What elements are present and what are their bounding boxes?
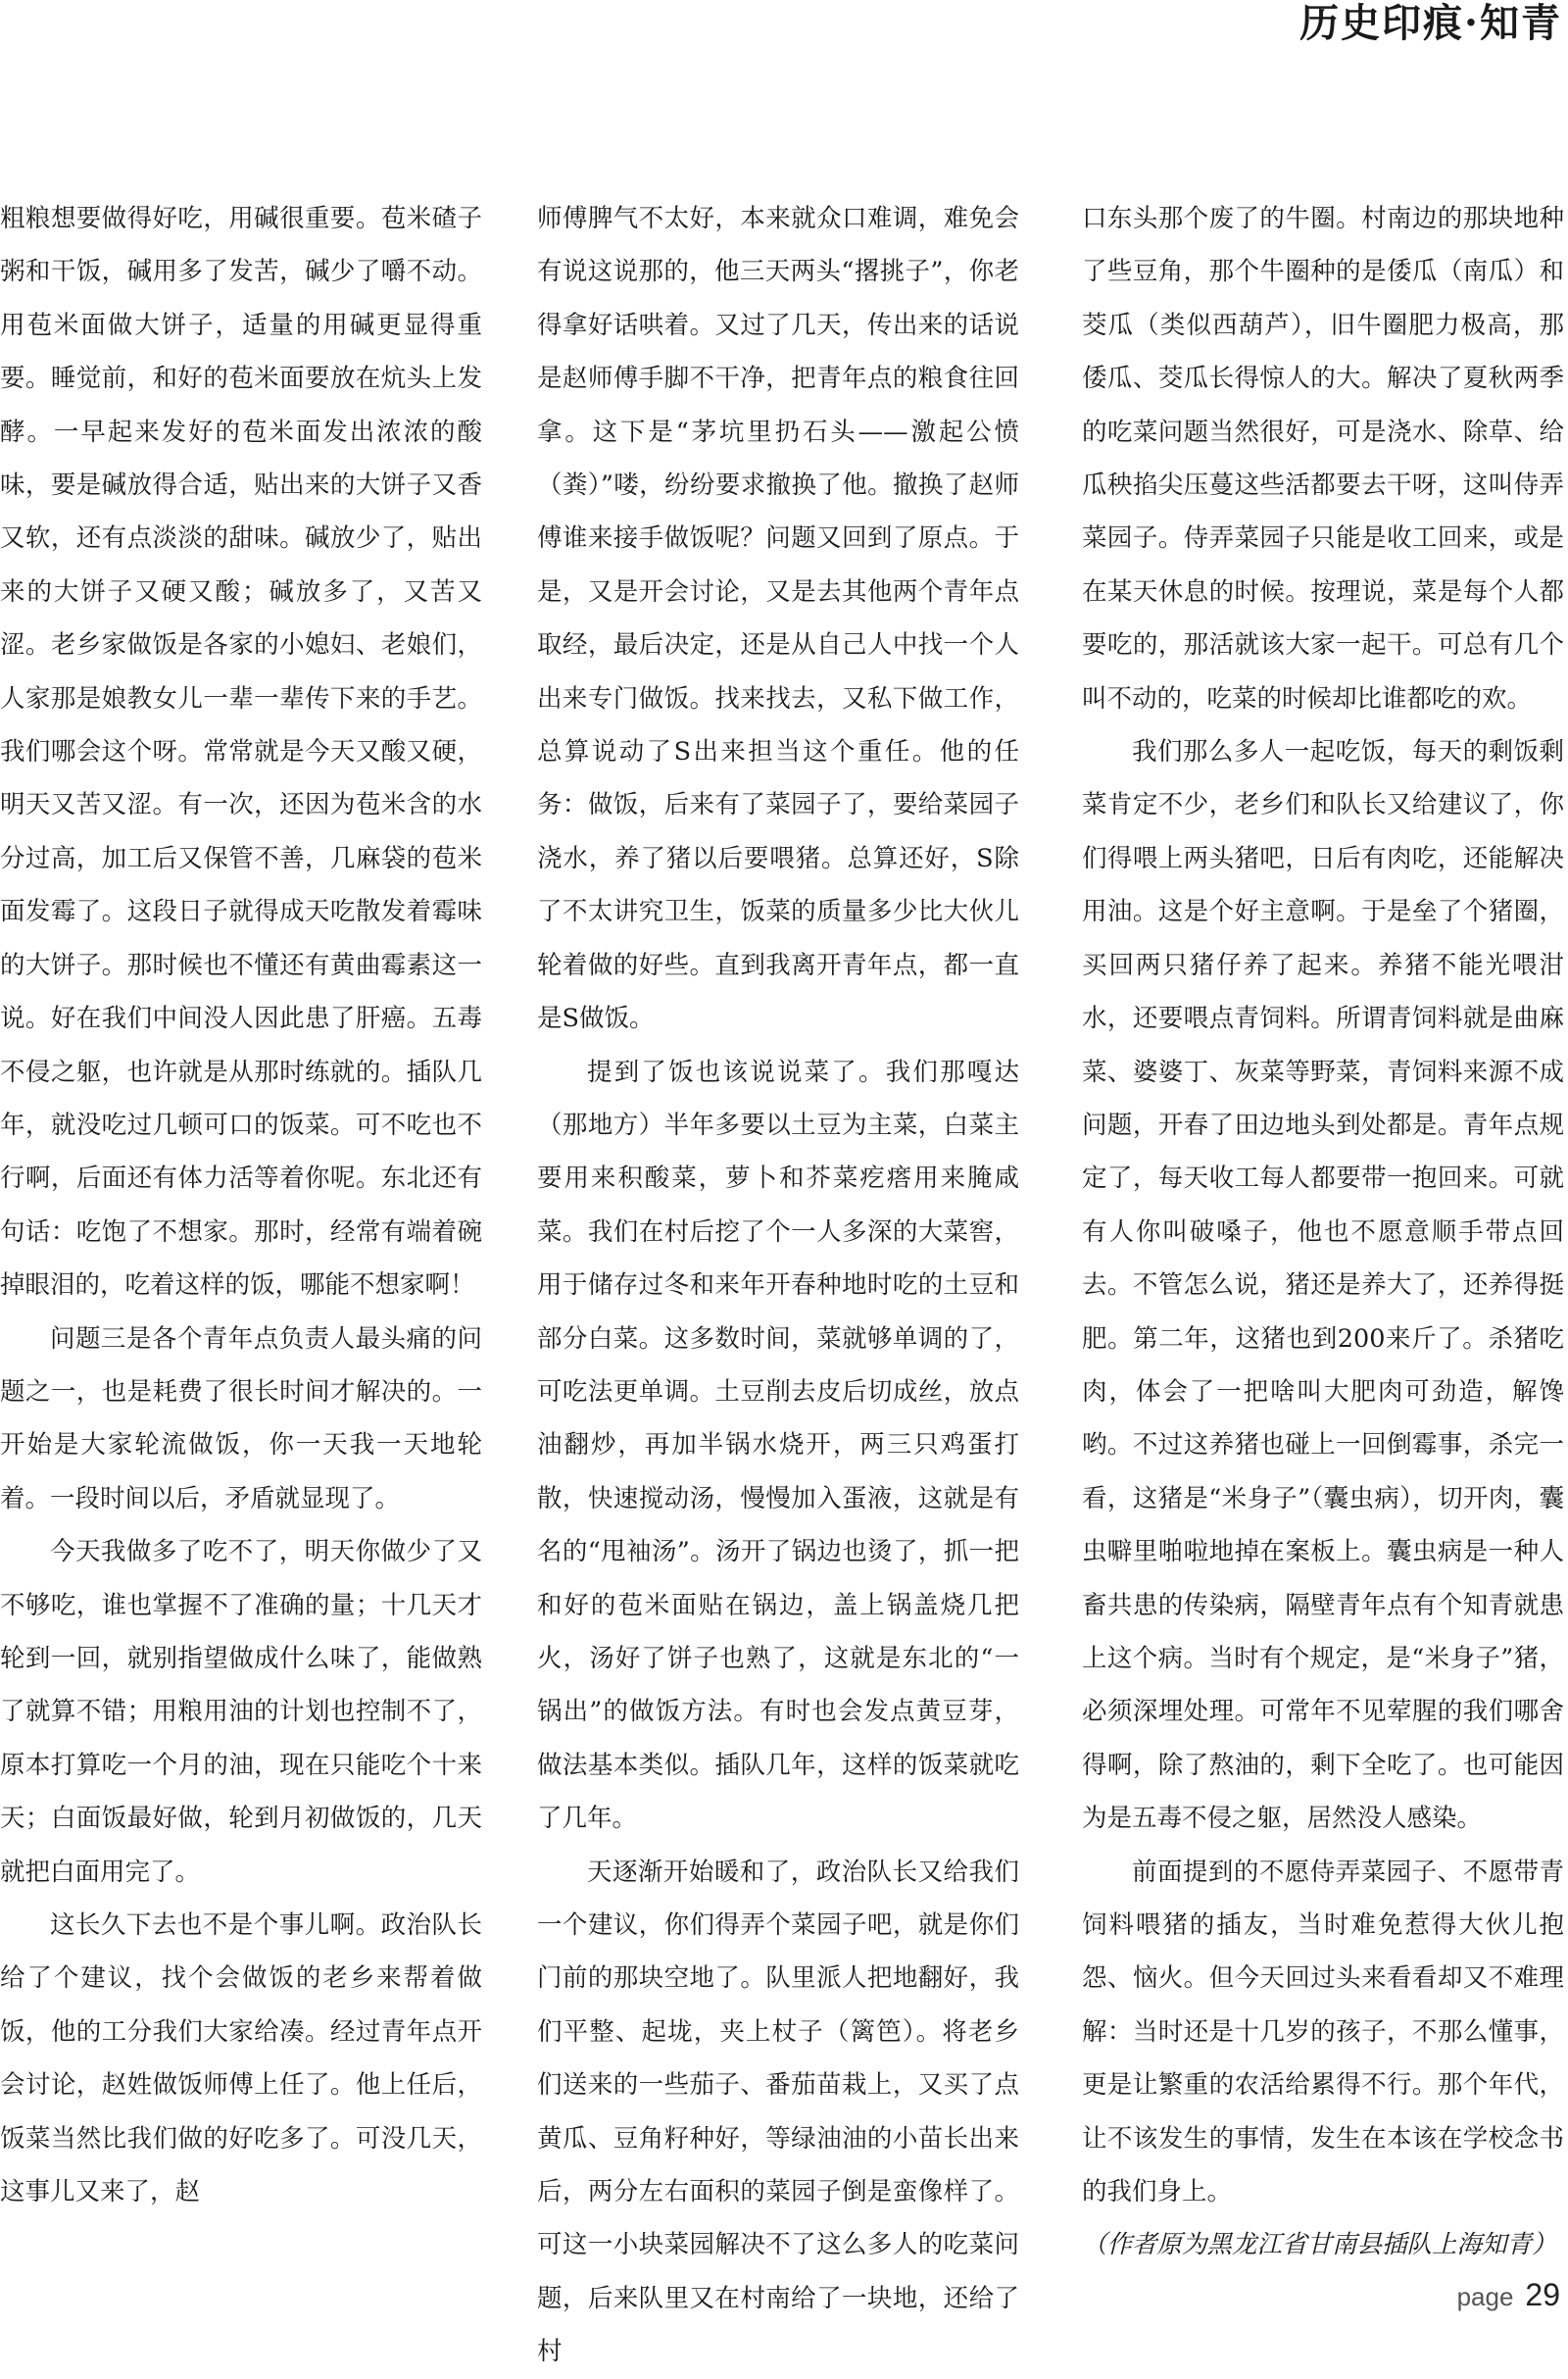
paragraph: 我们那么多人一起吃饭，每天的剩饭剩菜肯定不少，老乡们和队长又给建议了，你们得喂上两头猪吧，日后有肉吃，还能解决用油。这是个好主意啊。于是垒了个猪圈，买回两只猪仔养了起来。养猪不能光喂泔水，还要喂点青饲料。所谓青饲料就是曲麻菜、婆婆丁、灰菜等野菜，青饲料来源不成问题，开春了田边地头到处都是。青年点规定了，每天收工每人都要带一抱回来。可就有人你叫破嗓子，他也不愿意顺手带点回去。不管怎么说，猪还是养大了，还养得挺肥。第二年，这猪也到200来斤了。杀猪吃肉，体会了一把啥叫大肥肉可劲造，解馋哟。不过这养猪也碰上一回倒霉事，杀完一看，这猪是“米身子”（囊虫病），切开肉，囊虫噼里啪啦地掉在案板上。囊虫病是一种人畜共患的传染病，隔壁青年点有个知青就患上这个病。当时有个规定，是“米身子”猪，必须深埋处理。可常年不见荤腥的我们哪舍得啊，除了熬油的，剩下全吃了。也可能因为是五毒不侵之躯，居然没人感染。 [1082, 737, 1564, 1834]
author-note: （作者原为黑龙江省甘南县插队上海知青） [1082, 2230, 1557, 2260]
page-label: page [1456, 2282, 1514, 2311]
paragraph: 粗粮想要做得好吃，用碱很重要。苞米碴子粥和干饭，碱用多了发苦，碱少了嚼不动。用苞米面做大饼子，适量的用碱更显得重要。睡觉前，和好的苞米面要放在炕头上发酵。一早起来发好的苞米面发出浓浓的酸味，要是碱放得合适，贴出来的大饼子又香又软，还有点淡淡的甜味。碱放少了，贴出来的大饼子又硬又酸；碱放多了，又苦又涩。老乡家做饭是各家的小媳妇、老娘们，人家那是娘教女儿一辈一辈传下来的手艺。我们哪会这个呀。常常就是今天又酸又硬，明天又苦又涩。有一次，还因为苞米含的水分过高，加工后又保管不善，几麻袋的苞米面发霉了。这段日子就得成天吃散发着霉味的大饼子。那时候也不懂还有黄曲霉素这一说。好在我们中间没人因此患了肝癌。五毒不侵之躯，也许就是从那时练就的。插队几年，就没吃过几顿可口的饭菜。可不吃也不行啊，后面还有体力活等着你呢。东北还有句话：吃饱了不想家。那时，经常有端着碗掉眼泪的，吃着这样的饭，哪能不想家啊！ [0, 204, 482, 1301]
section-title: 历史印痕·知青 [1299, 0, 1562, 46]
paragraph: 今天我做多了吃不了，明天你做少了又不够吃，谁也掌握不了准确的量；十几天才轮到一回，就别指望做成什么味了，能做熟了就算不错；用粮用油的计划也控制不了，原本打算吃一个月的油，现在只能吃个十来天；白面饭最好做，轮到月初做饭的，几天就把白面用完了。 [0, 1537, 482, 1887]
page-footer [1457, 2277, 1560, 2336]
column-3 [1082, 192, 1564, 2260]
paragraph: 口东头那个废了的牛圈。村南边的那块地种了些豆角，那个牛圈种的是倭瓜（南瓜）和茭瓜（类似西葫芦），旧牛圈肥力极高，那倭瓜、茭瓜长得惊人的大。解决了夏秋两季的吃菜问题当然很好，可是浇水、除草、给瓜秧掐尖压蔓这些活都要去干呀，这叫侍弄菜园子。侍弄菜园子只能是收工回来，或是在某天休息的时候。按理说，菜是每个人都要吃的，那活就该大家一起干。可总有几个叫不动的，吃菜的时候却比谁都吃的欢。 [1082, 204, 1564, 714]
paragraph: 前面提到的不愿侍弄菜园子、不愿带青饲料喂猪的插友，当时难免惹得大伙儿抱怨、恼火。但今天回过头来看看却又不难理解：当时还是十几岁的孩子，不那么懂事，更是让繁重的农活给累得不行。那个年代，让不该发生的事情，发生在本该在学校念书的我们身上。 [1082, 1857, 1564, 2207]
column-2 [537, 192, 1019, 2367]
paragraph: 提到了饭也该说说菜了。我们那嘎达（那地方）半年多要以土豆为主菜，白菜主要用来积酸菜，萝卜和芥菜疙瘩用来腌咸菜。我们在村后挖了个一人多深的大菜窖，用于储存过冬和来年开春种地时吃的土豆和部分白菜。这多数时间，菜就够单调的了，可吃法更单调。土豆削去皮后切成丝，放点油翻炒，再加半锅水烧开，两三只鸡蛋打散，快速搅动汤，慢慢加入蛋液，这就是有名的“甩袖汤”。汤开了锅边也烫了，抓一把和好的苞米面贴在锅边，盖上锅盖烧几把火，汤好了饼子也熟了，这就是东北的“一锅出”的做饭方法。有时也会发点黄豆芽，做法基本类似。插队几年，这样的饭菜就吃了几年。 [537, 1057, 1019, 1834]
page-number: 29 [1525, 2277, 1560, 2312]
section-header [1299, 0, 1562, 61]
column-1 [0, 192, 482, 2231]
paragraph: 这长久下去也不是个事儿啊。政治队长给了个建议，找个会做饭的老乡来帮着做饭，他的工分我们大家给凑。经过青年点开会讨论，赵姓做饭师傅上任了。他上任后，饭菜当然比我们做的好吃多了。可没几天，这事儿又来了，赵 [0, 1910, 482, 2207]
paragraph: 天逐渐开始暖和了，政治队长又给我们一个建议，你们得弄个菜园子吧，就是你们门前的那块空地了。队里派人把地翻好，我们平整、起垅，夹上杖子（篱笆）。将老乡们送来的一些茄子、番茄苗栽上，又买了点黄瓜、豆角籽种好，等绿油油的小苗长出来后，两分左右面积的菜园子倒是蛮像样了。可这一小块菜园解决不了这么多人的吃菜问题，后来队里又在村南给了一块地，还给了村 [537, 1857, 1019, 2367]
paragraph: 问题三是各个青年点负责人最头痛的问题之一，也是耗费了很长时间才解决的。一开始是大家轮流做饭，你一天我一天地轮着。一段时间以后，矛盾就显现了。 [0, 1323, 482, 1513]
paragraph: 师傅脾气不太好，本来就众口难调，难免会有说这说那的，他三天两头“撂挑子”，你老得拿好话哄着。又过了几天，传出来的话说是赵师傅手脚不干净，把青年点的粮食往回拿。这下是“茅坑里扔石头——激起公愤（粪）”喽，纷纷要求撤换了他。撤换了赵师傅谁来接手做饭呢？问题又回到了原点。于是，又是开会讨论，又是去其他两个青年点取经，最后决定，还是从自己人中找一个人出来专门做饭。找来找去，又私下做工作，总算说动了S出来担当这个重任。他的任务：做饭，后来有了菜园子了，要给菜园子浇水，养了猪以后要喂猪。总算还好，S除了不太讲究卫生，饭菜的质量多少比大伙儿轮着做的好些。直到我离开青年点，都一直是S做饭。 [537, 204, 1019, 1034]
